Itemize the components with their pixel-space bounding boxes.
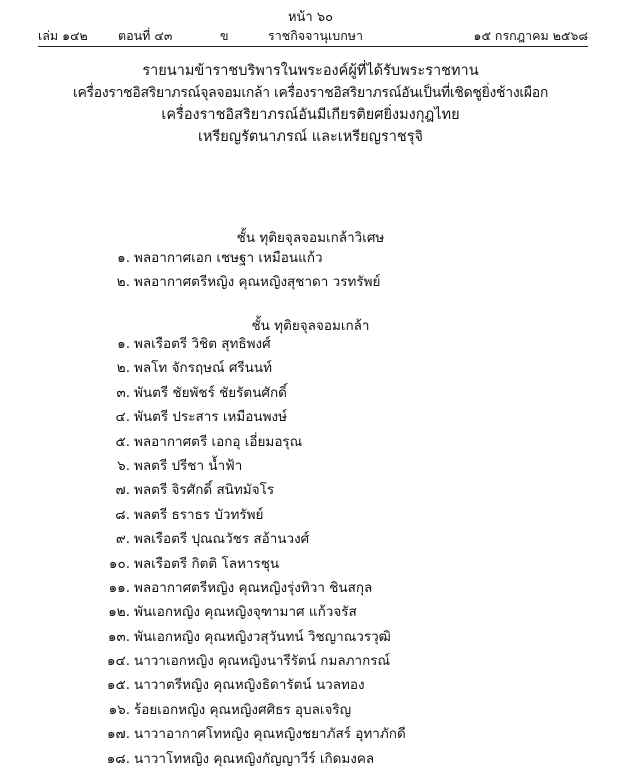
list-item: [0, 503, 621, 527]
entry-number: ๑๗.: [106, 726, 130, 743]
header-section: ข: [220, 28, 229, 43]
list-item: [0, 356, 621, 380]
entry-name: พลเรือตรี กิตติ โลหารชุน: [134, 555, 280, 572]
entry-number: ๑.: [117, 336, 130, 352]
list-item: [0, 270, 621, 294]
list-item: [0, 478, 621, 502]
entry-name: พลอากาศตรี เอกอุ เอี่ยมอรุณ: [134, 433, 303, 450]
entry-number: ๙.: [115, 531, 130, 548]
list-item: [0, 430, 621, 454]
entry-number: ๑๒.: [108, 604, 130, 621]
entry-name: นาวาอากาศโทหญิง คุณหญิงชยาภัสร์ อุทาภักดี: [134, 726, 406, 743]
entry-name: พลตรี จิรศักดิ์ สนิทมัจโร: [134, 482, 275, 499]
list-item: [0, 405, 621, 429]
name-list-special: [0, 246, 621, 295]
document-title: [0, 60, 621, 148]
title-line-4: เหรียญรัตนาภรณ์ และเหรียญราชรุจิ: [197, 129, 424, 145]
entry-name: นาวาโทหญิง คุณหญิงกัญญาวีร์ เกิดมงคล: [134, 750, 375, 767]
list-item: [0, 625, 621, 649]
entry-name: พลตรี ธราธร บัวทรัพย์: [134, 506, 264, 523]
list-item: [0, 600, 621, 624]
header-issue: ตอนที่ ๔๓: [118, 28, 173, 43]
name-list-second: [0, 332, 621, 771]
entry-name: ร้อยเอกหญิง คุณหญิงศศิธร อุบลเจริญ: [134, 701, 352, 718]
entry-name: พลตรี ปรีชา น้ำฟ้า: [134, 457, 243, 474]
list-item: [0, 576, 621, 600]
page-number: หน้า ๖๐: [287, 10, 334, 25]
class-heading-second: ชั้น ทุติยจุลจอมเกล้า: [251, 318, 370, 334]
entry-number: ๑๖.: [108, 701, 130, 718]
entry-name: พลเรือตรี ปุณณวัชร สอ้านวงศ์: [134, 531, 310, 548]
entry-number: ๒.: [116, 274, 130, 291]
list-item: [0, 332, 621, 356]
entry-number: ๑.: [117, 250, 130, 266]
entry-name: พันเอกหญิง คุณหญิงจุฑามาศ แก้วจรัส: [134, 604, 357, 621]
entry-number: ๒.: [116, 360, 130, 377]
entry-number: ๑๑.: [108, 579, 130, 596]
list-item: [0, 246, 621, 270]
header-date: ๑๕ กรกฎาคม ๒๕๖๘: [473, 28, 588, 43]
entry-name: พลอากาศตรีหญิง คุณหญิงรุ่งทิวา ชินสกุล: [134, 579, 373, 596]
entry-name: พลโท จักรฤษณ์ ศรีนนท์: [134, 360, 273, 377]
entry-name: พันเอกหญิง คุณหญิงวสุวันทน์ วิชญาณวรวุฒิ: [134, 628, 391, 645]
list-item: [0, 649, 621, 673]
entry-number: ๑๘.: [106, 750, 130, 767]
entry-name: พลอากาศตรีหญิง คุณหญิงสุชาดา วรทรัพย์: [134, 274, 381, 291]
entry-number: ๘.: [115, 506, 130, 523]
title-line-1: รายนามข้าราชบริพารในพระองค์ผู้ที่ได้รับพระราชทาน: [142, 63, 479, 79]
list-item: [0, 698, 621, 722]
entry-number: ๔.: [115, 409, 130, 426]
entry-number: ๑๓.: [107, 628, 130, 645]
list-item: [0, 552, 621, 576]
entry-name: พลอากาศเอก เชษฐา เหมือนแก้ว: [134, 250, 323, 266]
entry-number: ๑๔.: [106, 653, 130, 670]
list-item: [0, 527, 621, 551]
header-volume: เล่ม ๑๔๒: [38, 28, 88, 43]
class-heading-special: ชั้น ทุติยจุลจอมเกล้าวิเศษ: [236, 230, 385, 246]
entry-name: พันตรี ประสาร เหมือนพงษ์: [134, 409, 288, 426]
list-item: [0, 454, 621, 478]
list-item: [0, 722, 621, 746]
entry-number: ๗.: [115, 482, 130, 499]
list-item: [0, 381, 621, 405]
entry-name: นาวาเอกหญิง คุณหญิงนารีรัตน์ กมลภากรณ์: [134, 653, 391, 670]
entry-number: ๖.: [117, 457, 130, 474]
entry-name: พลเรือตรี วิชิต สุทธิพงศ์: [134, 336, 271, 352]
title-line-2: เครื่องราชอิสริยาภรณ์จุลจอมเกล้า เครื่องราชอิสริยาภรณ์อันเป็นที่เชิดชูยิ่งช้างเผือก: [72, 85, 549, 101]
gazette-header: [38, 26, 588, 47]
title-line-3: เครื่องราชอิสริยาภรณ์อันมีเกียรติยศยิ่งมงกุฎไทย: [161, 107, 460, 123]
entry-number: ๑๕.: [106, 677, 130, 694]
list-item: [0, 673, 621, 697]
list-item: [0, 747, 621, 771]
entry-name: พันตรี ชัยพัชร์ ชัยรัตนศักดิ์: [134, 384, 287, 401]
entry-number: ๑๐.: [108, 555, 130, 572]
header-gazette-name: ราชกิจจานุเบกษา: [268, 28, 364, 43]
entry-number: ๕.: [115, 433, 130, 450]
entry-number: ๓.: [116, 384, 130, 401]
entry-name: นาวาตรีหญิง คุณหญิงธิดารัตน์ นวลทอง: [134, 677, 365, 694]
